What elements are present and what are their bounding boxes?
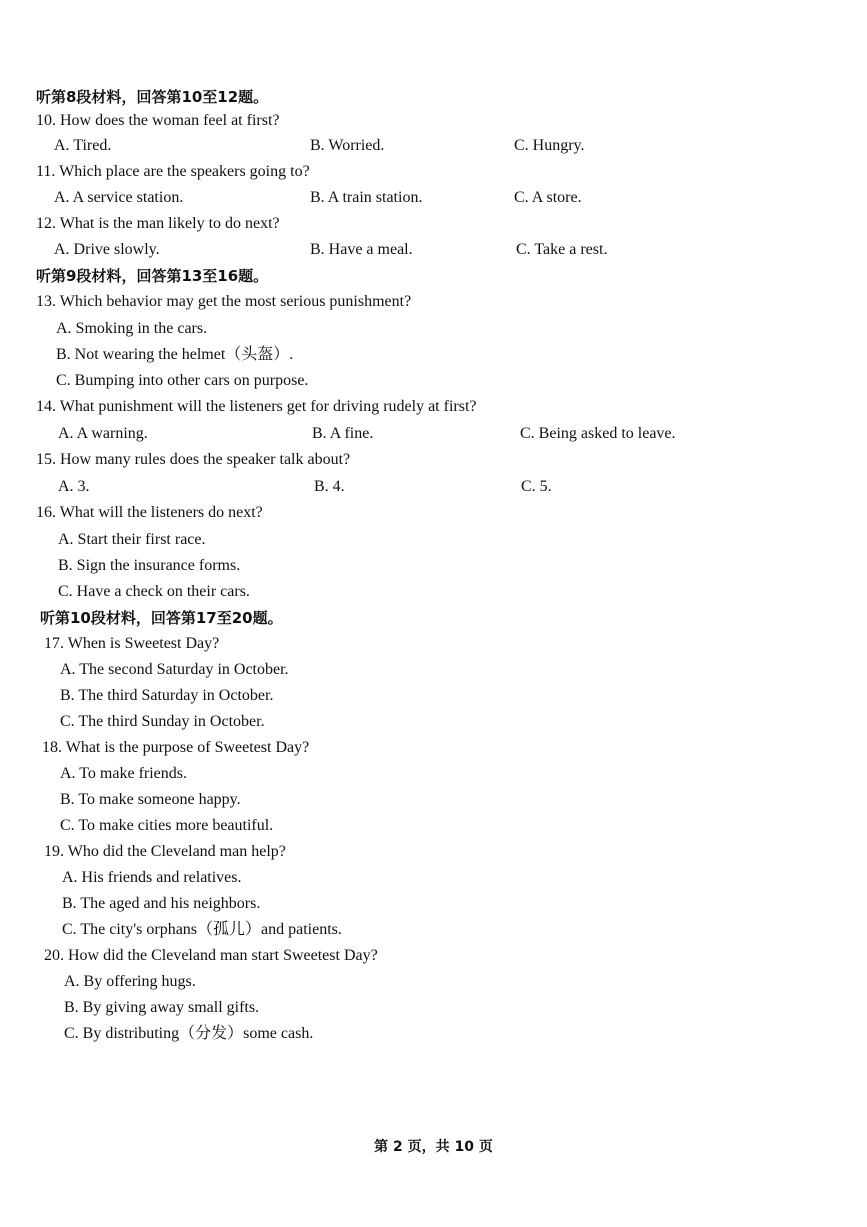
option-b: B. To make someone happy. <box>60 791 241 808</box>
option-c: C. By distributing（分发）some cash. <box>64 1025 314 1042</box>
option-c: C. The third Sunday in October. <box>60 713 265 730</box>
option-c: C. The city's orphans（孤儿）and patients. <box>62 921 342 938</box>
option-a: A. Smoking in the cars. <box>56 320 208 337</box>
option-a: A. By offering hugs. <box>64 973 196 990</box>
option-a: A. A warning. <box>58 425 148 442</box>
question-16-option-b <box>0 553 867 579</box>
question-19-option-a <box>0 865 867 891</box>
option-a: A. Drive slowly. <box>54 241 160 258</box>
option-a: A. Start their first race. <box>58 531 206 548</box>
question-17-option-b <box>0 683 867 709</box>
section-header <box>0 263 867 289</box>
option-c: C. 5. <box>521 478 552 495</box>
question-19 <box>0 839 867 865</box>
question-11-options <box>0 185 867 211</box>
option-b: B. The third Saturday in October. <box>60 687 274 704</box>
option-a: A. The second Saturday in October. <box>60 661 289 678</box>
option-a: A. 3. <box>58 478 90 495</box>
question-10-options <box>0 133 867 159</box>
question-stem: 20. How did the Cleveland man start Sweetest Day? <box>44 947 378 964</box>
section-header <box>0 84 867 110</box>
question-15 <box>0 447 867 473</box>
question-20-option-a <box>0 969 867 995</box>
question-12-options <box>0 237 867 263</box>
question-stem: 17. When is Sweetest Day? <box>44 635 220 652</box>
question-18 <box>0 735 867 761</box>
option-c: C. Take a rest. <box>516 241 608 258</box>
question-20-option-c <box>0 1021 867 1047</box>
question-stem: 11. Which place are the speakers going to? <box>36 163 310 180</box>
section-8-header: 听第8段材料，回答第10至12题。 <box>36 88 269 106</box>
question-15-options <box>0 474 867 500</box>
option-a: A. A service station. <box>54 189 184 206</box>
question-18-option-a <box>0 761 867 787</box>
question-14 <box>0 394 867 420</box>
option-c: C. Hungry. <box>514 137 585 154</box>
question-16-option-c <box>0 579 867 605</box>
question-13-option-c <box>0 368 867 394</box>
question-19-option-c <box>0 917 867 943</box>
option-b: B. By giving away small gifts. <box>64 999 260 1016</box>
page-number: 第 2 页，共 10 页 <box>374 1139 493 1155</box>
option-b: B. A train station. <box>310 189 423 206</box>
question-stem: 12. What is the man likely to do next? <box>36 215 280 232</box>
option-c: C. Being asked to leave. <box>520 425 676 442</box>
question-stem: 16. What will the listeners do next? <box>36 504 263 521</box>
option-a: A. To make friends. <box>60 765 187 782</box>
question-17-option-a <box>0 657 867 683</box>
question-10 <box>0 108 867 134</box>
question-16 <box>0 500 867 526</box>
question-13-option-b <box>0 342 867 368</box>
question-stem: 19. Who did the Cleveland man help? <box>44 843 286 860</box>
question-stem: 13. Which behavior may get the most serious punishment? <box>36 293 412 310</box>
option-a: A. His friends and relatives. <box>62 869 242 886</box>
section-header <box>0 605 867 631</box>
question-17 <box>0 631 867 657</box>
option-b: B. Worried. <box>310 137 385 154</box>
option-c: C. Have a check on their cars. <box>58 583 250 600</box>
question-12 <box>0 211 867 237</box>
option-b: B. Not wearing the helmet（头盔）. <box>56 346 294 363</box>
question-16-option-a <box>0 527 867 553</box>
question-13-option-a <box>0 316 867 342</box>
option-b: B. 4. <box>314 478 345 495</box>
section-9-header: 听第9段材料，回答第13至16题。 <box>36 267 269 285</box>
option-b: B. Have a meal. <box>310 241 413 258</box>
option-b: B. A fine. <box>312 425 374 442</box>
option-c: C. To make cities more beautiful. <box>60 817 274 834</box>
option-b: B. Sign the insurance forms. <box>58 557 241 574</box>
question-11 <box>0 159 867 185</box>
section-10-header: 听第10段材料，回答第17至20题。 <box>40 609 283 627</box>
question-19-option-b <box>0 891 867 917</box>
question-17-option-c <box>0 709 867 735</box>
question-20-option-b <box>0 995 867 1021</box>
option-c: C. Bumping into other cars on purpose. <box>56 372 309 389</box>
question-stem: 10. How does the woman feel at first? <box>36 112 280 129</box>
question-18-option-b <box>0 787 867 813</box>
question-14-options <box>0 421 867 447</box>
question-stem: 18. What is the purpose of Sweetest Day? <box>42 739 310 756</box>
option-a: A. Tired. <box>54 137 112 154</box>
question-13 <box>0 289 867 315</box>
option-b: B. The aged and his neighbors. <box>62 895 261 912</box>
question-20 <box>0 943 867 969</box>
question-18-option-c <box>0 813 867 839</box>
option-c: C. A store. <box>514 189 582 206</box>
question-stem: 14. What punishment will the listeners get for driving rudely at first? <box>36 398 477 415</box>
question-stem: 15. How many rules does the speaker talk about? <box>36 451 351 468</box>
